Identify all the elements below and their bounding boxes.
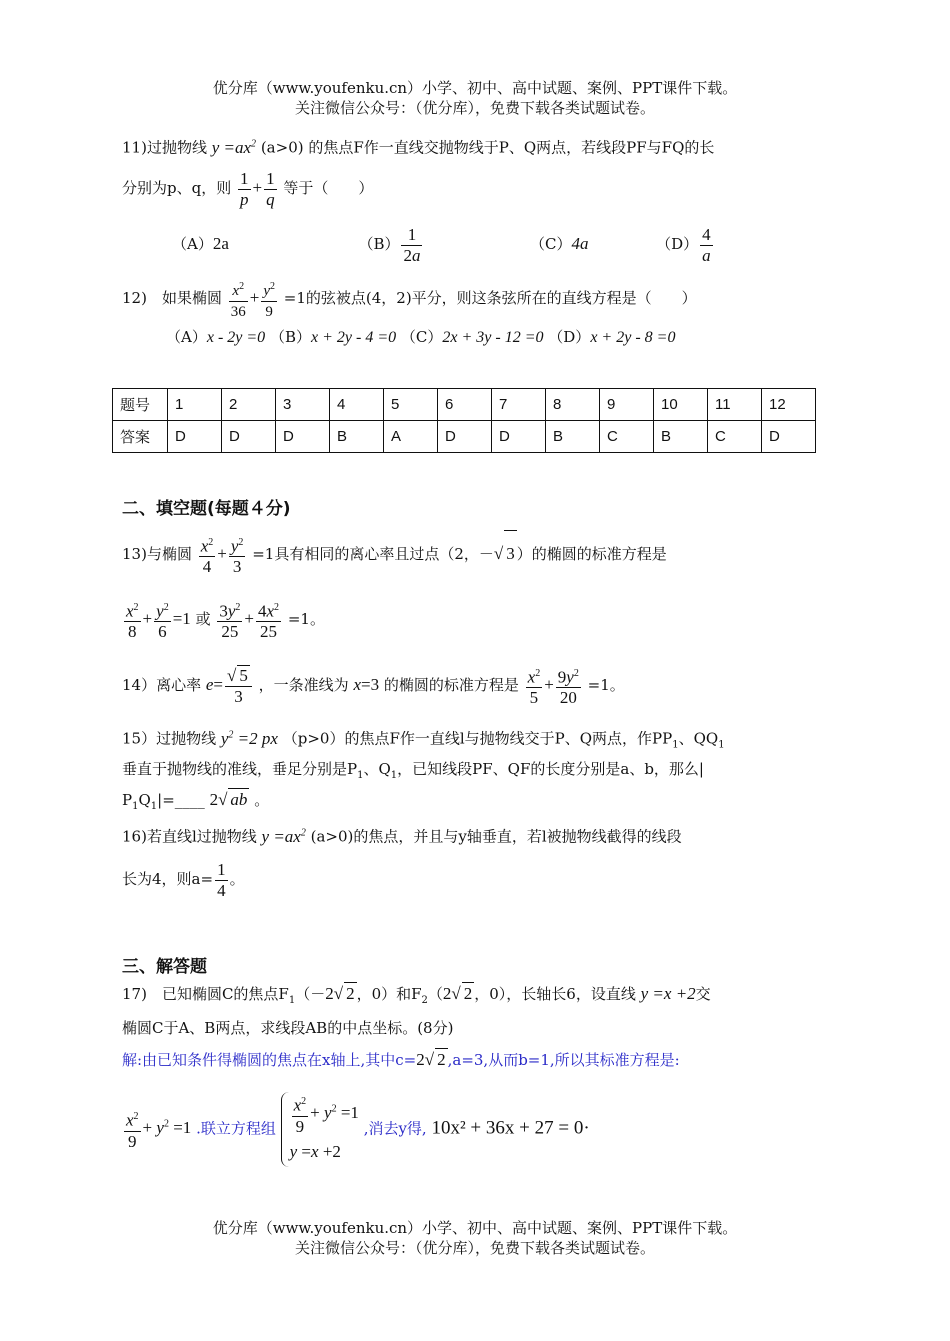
question-11-line2: 分别为p、q，则 $\frac{1}{p}$ + $\frac{1}{q}$ 等于（ ）: [122, 168, 374, 209]
page-header-line2: 关注微信公众号：（优分库），免费下载各类试题试卷。: [294, 99, 655, 117]
question-11-options: [172, 222, 715, 266]
question-14: 14）离心率 e= $\frac{√ 5}{3}$ ，一条准线为 x=3 的椭圆的标准方程是 $\frac{x^2}{5}$ + $\frac{9y^2}{20}$ =1。: [122, 662, 625, 708]
question-12-line1: 12) 如果椭圆 $\frac{x^2}{36}$ + $\frac{y^2}{9}$ =1的弦被点(4，2)平分，则这条弦所在的直线方程是（ ）: [122, 276, 697, 322]
section-3-title: 三、解答题: [122, 957, 207, 977]
page-header-line1: 优分库（www.youfenku.cn）小学、初中、高中试题、案例、PPT课件下载。: [212, 79, 738, 97]
question-13-line1: 13)与椭圆 $\frac{x^2}{4}$ + $\frac{y^2}{3}$ =1具有相同的离心率且过点（2，－√ 3 ）的椭圆的标准方程是: [122, 530, 667, 577]
answer-table: [112, 388, 816, 453]
question-16-line1: 16)若直线l过抛物线 $y =ax^2$ (a>0)的焦点，并且与y轴垂直，若l被抛物线截得的线段: [122, 826, 682, 846]
question-11-line1: 11)过抛物线 $y =ax^2$ (a>0) 的焦点F作一直线交抛物线于P、Q两点，若线段PF与FQ的长: [122, 137, 715, 157]
question-17-line2: 椭圆C于A、B两点，求线段AB的中点坐标。(8分): [122, 1019, 454, 1037]
solution-line1: 解:由已知条件得椭圆的焦点在x轴上,其中c=2√ 2 ,a=3,从而b=1,所以其标准方程是:: [122, 1050, 680, 1069]
equation-system: $\frac{x^2}{9}$ + $y^2 =1$ y =x +2: [281, 1092, 359, 1167]
option-d: （D） $\frac{4}{a}$: [656, 224, 711, 265]
question-16-line2: 长为4，则a= $\frac{1}{4}$ 。: [122, 859, 245, 900]
option-a: （A）2a: [172, 234, 229, 253]
page-footer-line2: 关注微信公众号：（优分库），免费下载各类试题试卷。: [294, 1239, 655, 1257]
option-c: （C）4a: [530, 234, 589, 253]
answer-table-number-row: 题号 1 2 3 4 5 6 7 8 9 10 11 12: [113, 389, 816, 421]
question-12-options: （A）x - 2y =0 （B）x + 2y - 4 =0 （C）2x + 3y - 12 =0 （D）x + 2y - 8 =0: [166, 328, 676, 346]
question-15-line3: $P_1Q_1|=\_\_\_\_$ 2√ ab 。: [122, 790, 270, 812]
question-15-line1: 15）过抛物线 $y^2 =2$ px （p>0）的焦点F作一直线l与抛物线交于P、Q两点，作$PP_1$、$QQ_1$: [122, 728, 725, 751]
option-b: （B） $\frac{1}{2a}$: [358, 224, 421, 265]
answer-table-answer-row: 答案 D D D B A D D B C B C D: [113, 421, 816, 453]
section-2-title: 二、填空题(每题４分): [122, 499, 291, 519]
question-13-answer: $\frac{x^2}{8}$ + $\frac{y^2}{6}$ =1 或 $\frac{3y^2}{25}$ + $\frac{4x^2}{25}$ =1。: [122, 596, 325, 642]
page-footer-line1: 优分库（www.youfenku.cn）小学、初中、高中试题、案例、PPT课件下载。: [212, 1219, 738, 1237]
question-17-line1: 17) 已知椭圆C的焦点$F_1(-2√$ 2 ，0）和$F_2(2√$ 2 ，0），长轴长6，设直线 y =x +2交: [122, 984, 711, 1006]
solution-line2: $\frac{x^2}{9}$ + $y^2 =1$ .联立方程组 $\frac{x^2}{9}$ + $y^2 =1$ y =x +2 ,消去y得, 10x² + 36x + 27 = 0·: [122, 1092, 590, 1167]
question-15-line2: 垂直于抛物线的准线，垂足分别是$P_1$、$Q_1$，已知线段PF、QF的长度分别是a、b，那么|: [122, 760, 704, 781]
